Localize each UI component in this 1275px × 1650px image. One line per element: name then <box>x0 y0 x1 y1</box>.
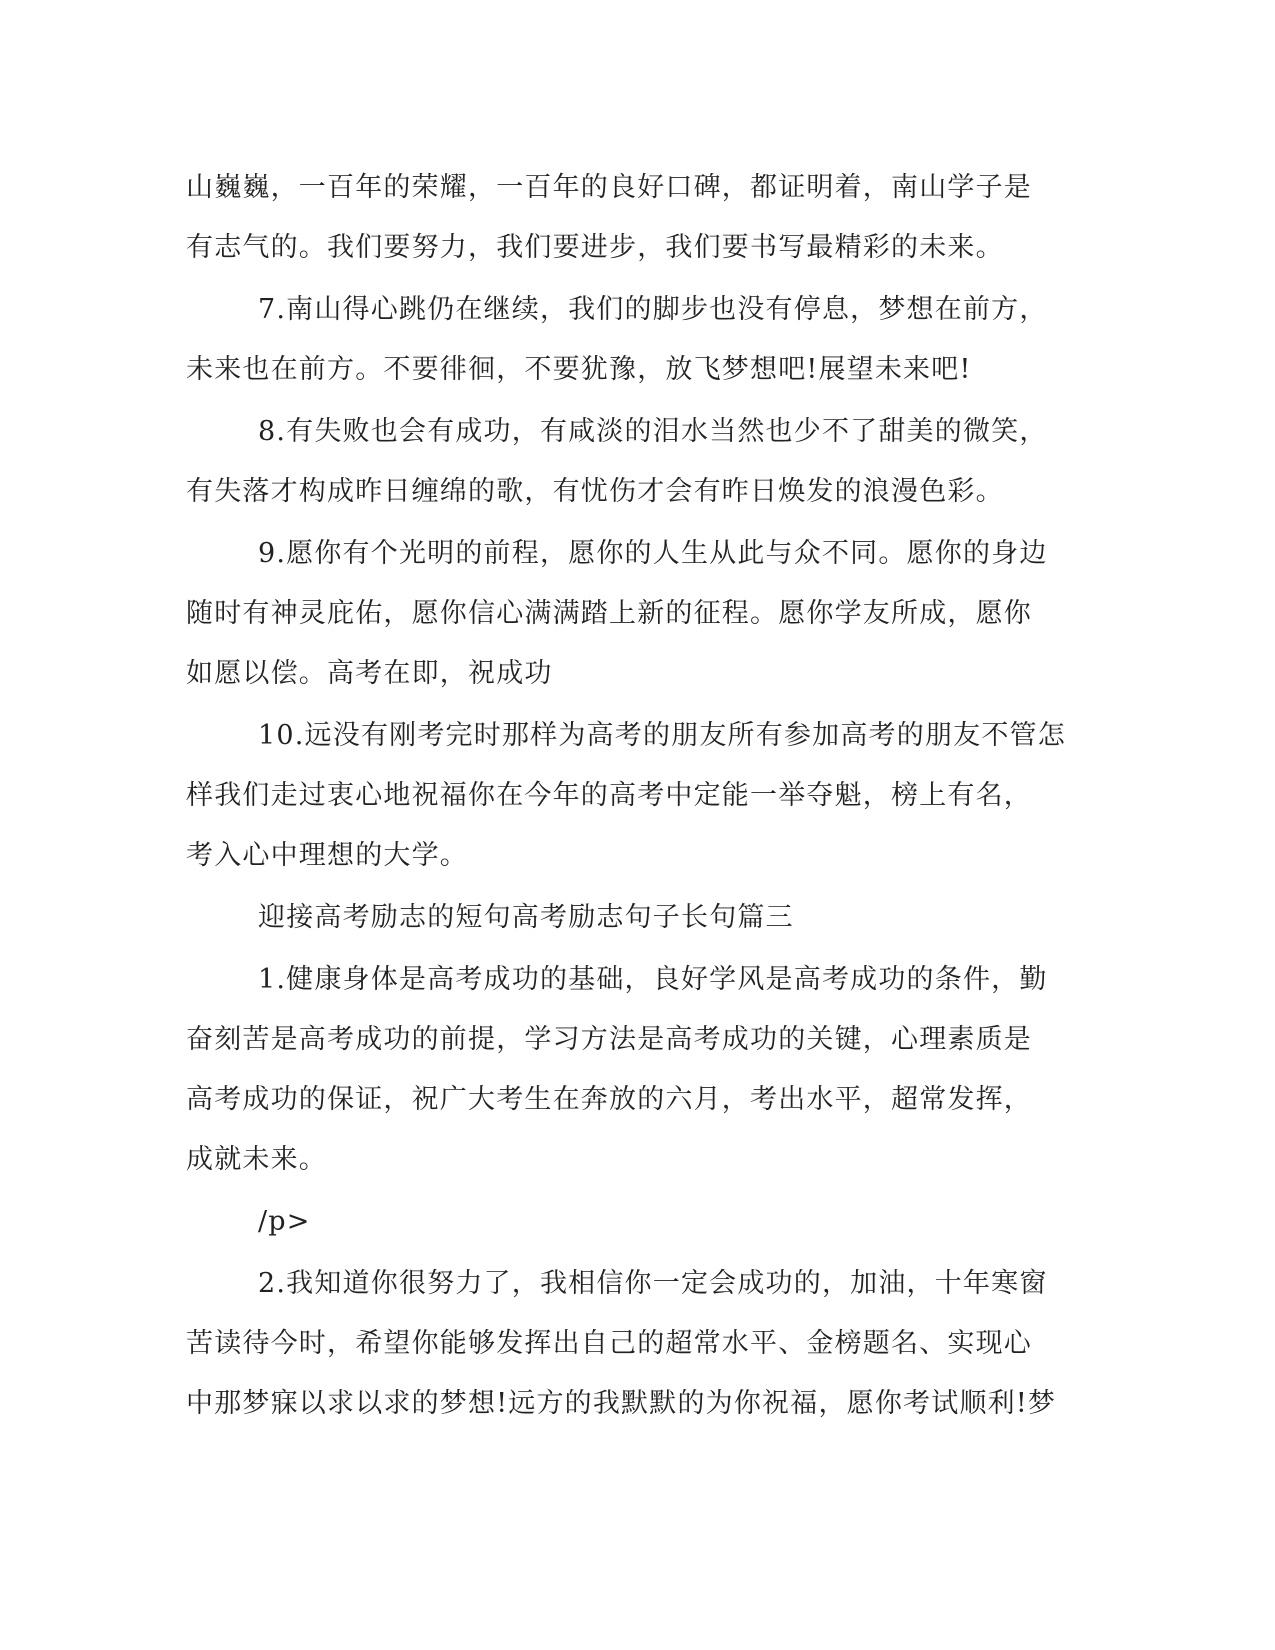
paragraph-line: 考入心中理想的大学。 <box>186 840 468 871</box>
stray-markup-text: /p> <box>258 1206 311 1237</box>
paragraph-line: 有志气的。我们要努力，我们要进步，我们要书写最精彩的未来。 <box>186 232 1004 263</box>
paragraph-line: 未来也在前方。不要徘徊，不要犹豫，放飞梦想吧!展望未来吧! <box>186 354 972 385</box>
paragraph-line: 有失落才构成昨日缠绵的歌，有忧伤才会有昨日焕发的浪漫色彩。 <box>186 476 1004 507</box>
paragraph-line: 苦读待今时，希望你能够发挥出自己的超常水平、金榜题名、实现心 <box>186 1328 1032 1359</box>
paragraph-line: 9.愿你有个光明的前程，愿你的人生从此与众不同。愿你的身边 <box>258 538 1048 569</box>
paragraph-line: 如愿以偿。高考在即，祝成功 <box>186 658 553 689</box>
paragraph-line: 奋刻苦是高考成功的前提，学习方法是高考成功的关键，心理素质是 <box>186 1024 1032 1055</box>
paragraph-line: 山巍巍，一百年的荣耀，一百年的良好口碑，都证明着，南山学子是 <box>186 172 1032 203</box>
paragraph-line: 高考成功的保证，祝广大考生在奔放的六月，考出水平，超常发挥， <box>186 1084 1032 1115</box>
paragraph-line: 2.我知道你很努力了，我相信你一定会成功的，加油，十年寒窗 <box>258 1268 1048 1299</box>
paragraph-line: 中那梦寐以求以求的梦想!远方的我默默的为你祝福，愿你考试顺利!梦 <box>186 1388 1057 1419</box>
paragraph-line: 7.南山得心跳仍在继续，我们的脚步也没有停息，梦想在前方， <box>258 294 1048 325</box>
paragraph-line: 8.有失败也会有成功，有咸淡的泪水当然也少不了甜美的微笑， <box>258 416 1048 447</box>
paragraph-line: 1.健康身体是高考成功的基础，良好学风是高考成功的条件，勤 <box>258 964 1048 995</box>
paragraph-line: 随时有神灵庇佑，愿你信心满满踏上新的征程。愿你学友所成，愿你 <box>186 598 1032 629</box>
paragraph-line: 10.远没有刚考完时那样为高考的朋友所有参加高考的朋友不管怎 <box>258 720 1066 751</box>
section-heading: 迎接高考励志的短句高考励志句子长句篇三 <box>258 902 794 933</box>
paragraph-line: 成就未来。 <box>186 1144 327 1175</box>
paragraph-line: 样我们走过衷心地祝福你在今年的高考中定能一举夺魁，榜上有名， <box>186 780 1032 811</box>
